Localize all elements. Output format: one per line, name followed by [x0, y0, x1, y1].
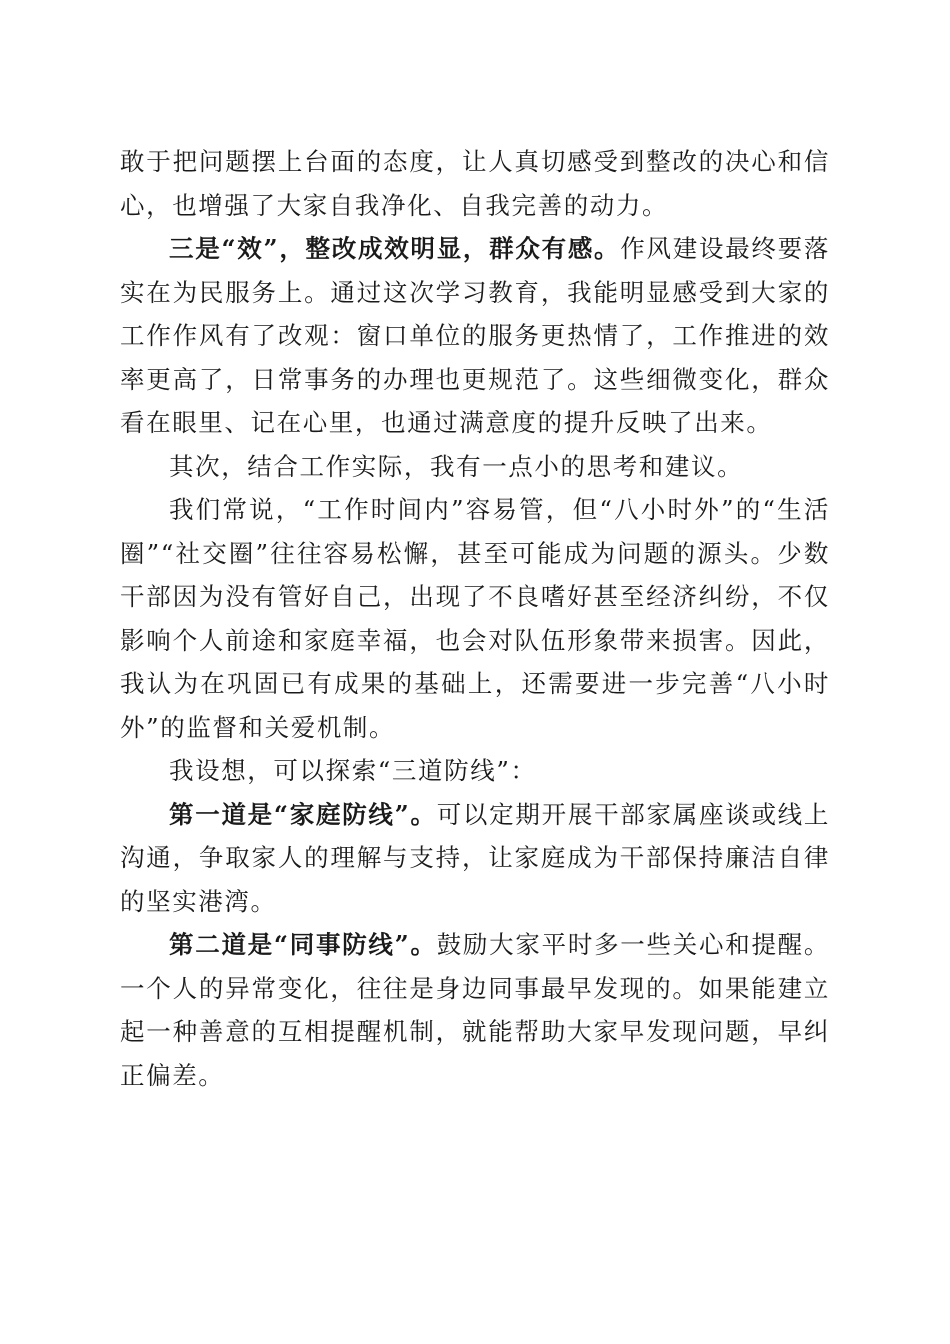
paragraph-7-text: 鼓励大家平时多一些关心和提醒。一个人的异常变化，往往是身边同事最早发现的。如果能建立起一种善意的互相提醒机制，就能帮助大家早发现问题，早纠正偏差。 — [120, 930, 830, 1090]
paragraph-6 — [120, 793, 830, 924]
paragraph-6-lead: 第一道是“家庭防线”。 — [169, 799, 437, 829]
paragraph-3-text: 其次，结合工作实际，我有一点小的思考和建议。 — [169, 451, 744, 481]
paragraph-3 — [120, 445, 830, 489]
document-page — [120, 140, 830, 1097]
paragraph-1 — [120, 140, 830, 227]
paragraph-7-lead: 第二道是“同事防线”。 — [169, 930, 437, 959]
paragraph-2-lead: 三是“效”，整改成效明显，群众有感。 — [169, 234, 621, 263]
paragraph-5-text: 我设想，可以探索“三道防线”： — [169, 756, 537, 785]
paragraph-1-text: 敢于把问题摆上台面的态度，让人真切感受到整改的决心和信心，也增强了大家自我净化、自我完善的动力。 — [120, 147, 830, 220]
paragraph-2 — [120, 227, 830, 445]
paragraph-7 — [120, 923, 830, 1097]
paragraph-6-text: 可以定期开展干部家属座谈或线上沟通，争取家人的理解与支持，让家庭成为干部保持廉洁自律的坚实港湾。 — [120, 799, 830, 916]
paragraph-5 — [120, 749, 830, 793]
paragraph-4-text: 我们常说，“工作时间内”容易管，但“八小时外”的“生活圈”“社交圈”往往容易松懈，甚至可能成为问题的源头。少数干部因为没有管好自己，出现了不良嗜好甚至经济纠纷，不仅影响个人前途和家庭幸福，也会对队伍形象带来损害。因此，我认为在巩固已有成果的基础上，还需要进一步完善“八小时外”的监督和关爱机制。 — [120, 495, 830, 742]
paragraph-4 — [120, 488, 830, 749]
paragraph-2-text: 作风建设最终要落实在为民服务上。通过这次学习教育，我能明显感受到大家的工作作风有了改观：窗口单位的服务更热情了，工作推进的效率更高了，日常事务的办理也更规范了。这些细微变化，群众看在眼里、记在心里，也通过满意度的提升反映了出来。 — [120, 234, 830, 437]
